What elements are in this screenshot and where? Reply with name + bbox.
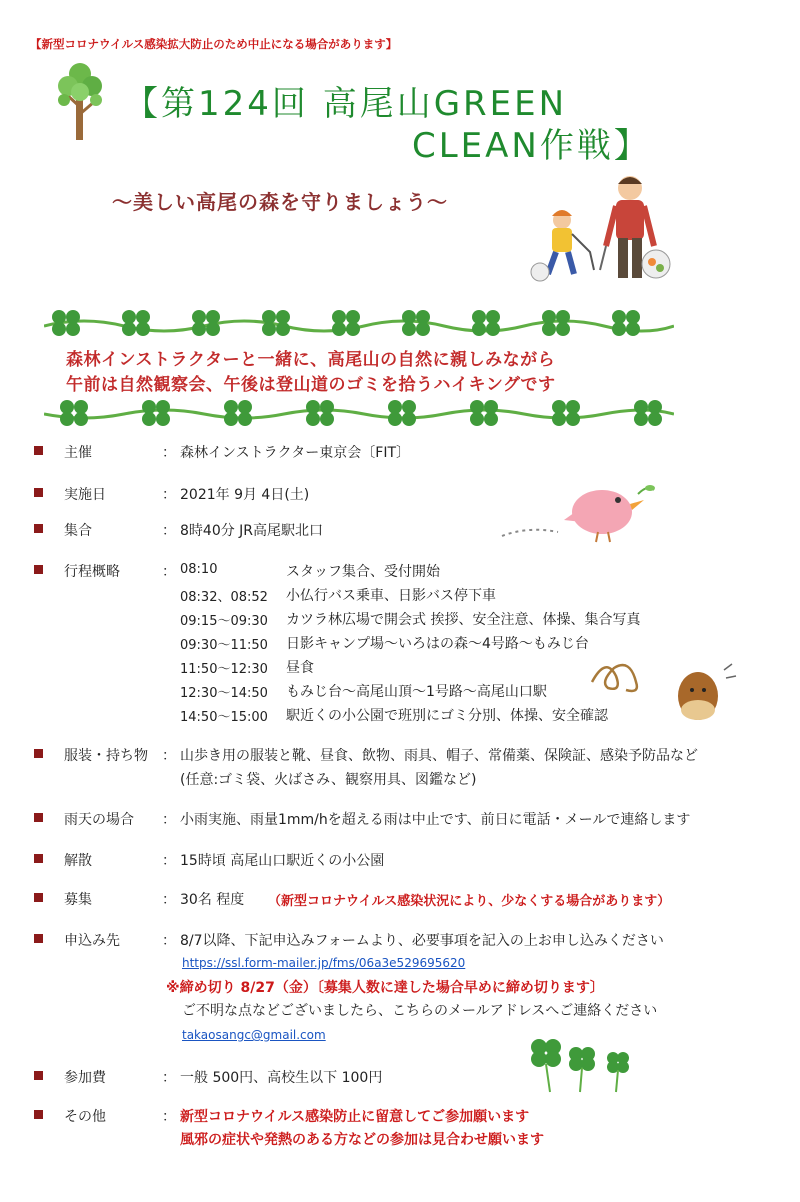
dismissal-label: 解散 xyxy=(64,853,92,869)
fee-value: 一般 500円、高校生以下 100円 xyxy=(180,1070,383,1086)
colon: ： xyxy=(162,853,176,869)
schedule-activity: 駅近くの小公園で班別にゴミ分別、体操、安全確認 xyxy=(286,708,608,724)
intro-line-2: 午前は自然観察会、午後は登山道のゴミを拾うハイキングです xyxy=(66,375,556,395)
colon: ： xyxy=(162,1109,176,1125)
cancellation-notice: 【新型コロナウイルス感染拡大防止のため中止になる場合があります】 xyxy=(30,37,398,51)
hikers-illustration xyxy=(522,170,682,290)
colon: ： xyxy=(162,1070,176,1086)
schedule-activity: スタッフ集合、受付開始 xyxy=(286,564,440,580)
colon: ： xyxy=(162,933,176,949)
intro-line-1: 森林インストラクターと一緒に、高尾山の自然に親しみながら xyxy=(66,350,556,370)
schedule-time: 11:50～12:30 xyxy=(180,662,268,677)
colon: ： xyxy=(162,748,176,764)
colon: ： xyxy=(162,892,176,908)
bullet-icon xyxy=(34,749,43,758)
deadline-notice: ※締め切り 8/27（金）〔募集人数に達した場合早めに締め切ります〕 xyxy=(166,980,604,996)
schedule-label: 行程概略 xyxy=(64,564,120,580)
rain-label: 雨天の場合 xyxy=(64,812,134,828)
contact-text: ご不明な点などございましたら、こちらのメールアドレスへご連絡ください xyxy=(182,1003,658,1019)
schedule-time: 08:32、08:52 xyxy=(180,590,268,605)
schedule-activity: 昼食 xyxy=(286,660,314,676)
schedule-time: 09:30～11:50 xyxy=(180,638,268,653)
schedule-time: 08:10 xyxy=(180,562,218,577)
apply-label: 申込み先 xyxy=(64,933,120,949)
tree-illustration xyxy=(54,58,106,142)
bullet-icon xyxy=(34,488,43,497)
application-form-link[interactable]: https://ssl.form-mailer.jp/fms/06a3e529695620 xyxy=(182,956,466,970)
bullet-icon xyxy=(34,854,43,863)
other-label: その他 xyxy=(64,1109,106,1125)
rain-value: 小雨実施、雨量1mm/hを超える雨は中止です、前日に電話・メールで連絡します xyxy=(180,812,691,828)
title-line-2: CLEAN作戦】 xyxy=(412,126,651,166)
colon: ： xyxy=(162,523,176,539)
title-line-1: 【第124回 高尾山GREEN xyxy=(124,84,568,124)
date-value: 2021年 9月 4日(土) xyxy=(180,487,310,503)
clover-sprig-illustration xyxy=(520,1030,640,1094)
schedule-time: 12:30～14:50 xyxy=(180,686,268,701)
other-note-line1: 新型コロナウイルス感染防止に留意してご参加願います xyxy=(180,1109,530,1125)
subtitle: ～美しい高尾の森を守りましょう～ xyxy=(112,190,448,214)
meeting-label: 集合 xyxy=(64,523,92,539)
bullet-icon xyxy=(34,893,43,902)
clothing-value-line1: 山歩き用の服装と靴、昼食、飲物、雨具、帽子、常備薬、保険証、感染予防品など xyxy=(180,748,698,764)
schedule-time: 14:50～15:00 xyxy=(180,710,268,725)
bird-illustration xyxy=(498,470,658,550)
bullet-icon xyxy=(34,1071,43,1080)
organizer-value: 森林インストラクター東京会〔FIT〕 xyxy=(180,445,411,461)
bullet-icon xyxy=(34,524,43,533)
bullet-icon xyxy=(34,1110,43,1119)
bullet-icon xyxy=(34,813,43,822)
schedule-activity: 日影キャンプ場～いろはの森～4号路～もみじ台 xyxy=(286,636,589,652)
apply-instructions: 8/7以降、下記申込みフォームより、必要事項を記入の上お申し込みください xyxy=(180,933,664,949)
organizer-label: 主催 xyxy=(64,445,92,461)
colon: ： xyxy=(162,564,176,580)
other-note-line2: 風邪の症状や発熱のある方などの参加は見合わせ願います xyxy=(180,1132,544,1148)
clothing-label: 服装・持ち物 xyxy=(64,748,148,764)
dismissal-value: 15時頃 高尾山口駅近くの小公園 xyxy=(180,853,385,869)
bullet-icon xyxy=(34,934,43,943)
colon: ： xyxy=(162,812,176,828)
clover-border-bottom xyxy=(44,392,674,432)
chestnut-illustration xyxy=(586,652,746,732)
schedule-activity: 小仏行バス乗車、日影バス停下車 xyxy=(286,588,496,604)
bullet-icon xyxy=(34,446,43,455)
fee-label: 参加費 xyxy=(64,1070,106,1086)
bullet-icon xyxy=(34,565,43,574)
schedule-time: 09:15～09:30 xyxy=(180,614,268,629)
colon: ： xyxy=(162,487,176,503)
clover-border-top xyxy=(44,302,674,342)
recruit-value: 30名 程度 xyxy=(180,892,245,908)
date-label: 実施日 xyxy=(64,487,106,503)
meeting-value: 8時40分 JR高尾駅北口 xyxy=(180,523,324,539)
clothing-value-line2: (任意:ゴミ袋、火ばさみ、観察用具、図鑑など) xyxy=(180,772,477,788)
schedule-activity: カツラ林広場で開会式 挨拶、安全注意、体操、集合写真 xyxy=(286,612,641,628)
schedule-activity: もみじ台～高尾山頂～1号路～高尾山口駅 xyxy=(286,684,547,700)
recruit-note: （新型コロナウイルス感染状況により、少なくする場合があります） xyxy=(268,894,671,909)
contact-email-link[interactable]: takaosangc@gmail.com xyxy=(182,1028,326,1042)
recruit-label: 募集 xyxy=(64,892,92,908)
colon: ： xyxy=(162,445,176,461)
